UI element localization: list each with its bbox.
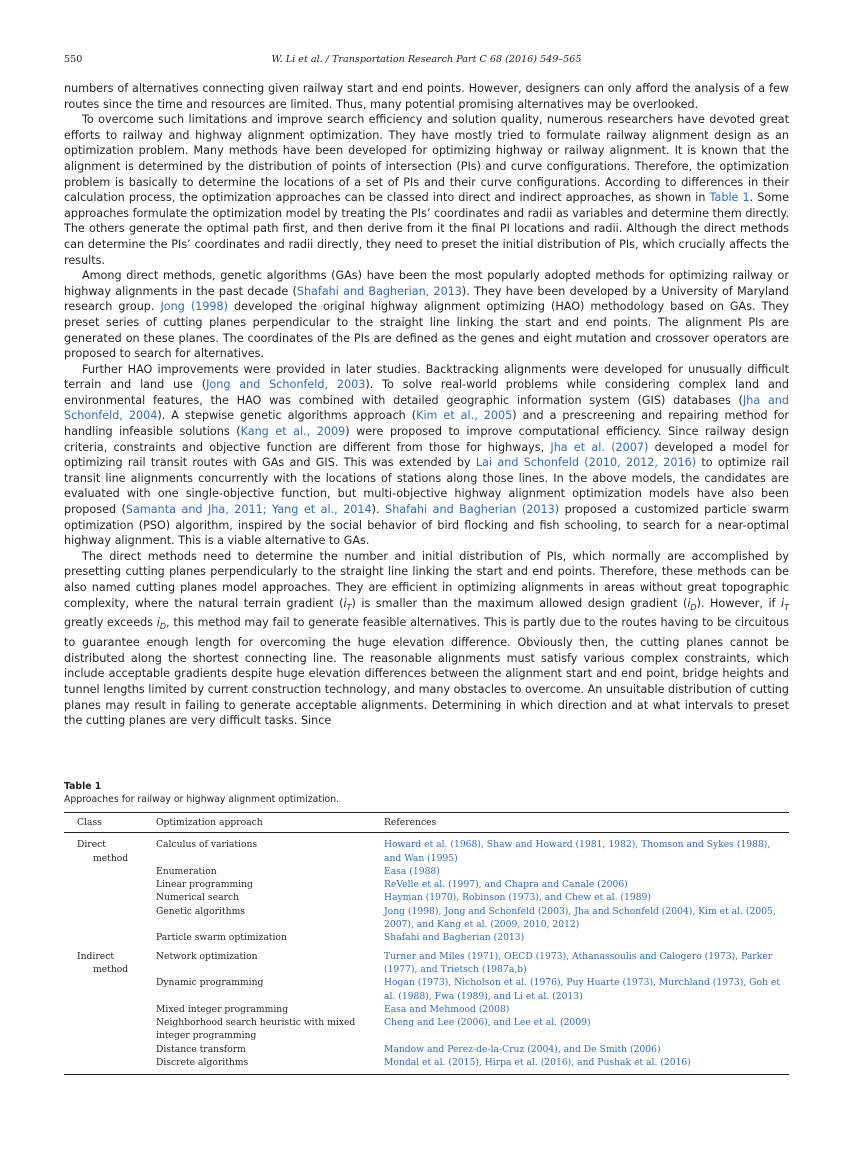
cell-references[interactable]: Shafahi and Bagherian (2013) xyxy=(384,932,525,944)
class-name: Indirect xyxy=(77,950,115,962)
cell-class xyxy=(64,1056,156,1075)
cell-class xyxy=(64,931,156,944)
text-run: The direct methods need to determine the number and initial distribution of PIs, which normally are accomplished by presetting cutting planes perpendicularly to the straight line linking the start and end points. Therefore, these methods can be also named cutting planes model approaches. They are efficient in optimizing alignments in areas without great topographic complexity, where the natural terrain gradient ( xyxy=(64,549,789,610)
table-row xyxy=(64,905,789,932)
table-row xyxy=(64,865,789,878)
text-run: ). To solve real-world problems while considering complex land and environmental features, the HAO was combined with detailed geographic information system (GIS) databases ( xyxy=(64,378,789,407)
text-run: proposed a customized particle swarm optimization (PSO) algorithm, inspired by the social behavior of bird flocking and fish schooling, to search for a near-optimal highway alignment. This is a viable alternative to GAs. xyxy=(64,503,789,548)
cell-references[interactable]: Easa (1988) xyxy=(384,865,440,877)
cell-approach: Mixed integer programming xyxy=(156,1003,289,1015)
subscript: T xyxy=(784,602,789,612)
table-row xyxy=(64,1016,789,1043)
cell-approach: Calculus of variations xyxy=(156,839,258,851)
subscript: D xyxy=(159,622,167,632)
cell-references[interactable]: Hayman (1970), Robinson (1973), and Chew et al. (1989) xyxy=(384,892,651,904)
approaches-table xyxy=(64,812,789,1075)
subscript: D xyxy=(690,602,697,612)
cell-approach: Numerical search xyxy=(156,892,240,904)
subscript: T xyxy=(346,602,352,612)
table-caption: Approaches for railway or highway alignment optimization. xyxy=(64,794,340,805)
text-run: to optimize rail transit line alignments concurrently with the locations of stations along those lines. In the above models, the candidates are evaluated with one single-objective function, but multi-objective highway alignment optimization models have also been proposed ( xyxy=(64,456,790,517)
table-label: Table 1 xyxy=(64,781,102,792)
cell-approach: Distance transform xyxy=(156,1043,246,1055)
header-approach: Optimization approach xyxy=(156,817,263,828)
cell-class xyxy=(64,1043,156,1056)
cell-class xyxy=(64,945,156,977)
table-row xyxy=(64,1056,789,1075)
cell-class xyxy=(64,891,156,904)
paragraph xyxy=(64,549,789,729)
citation-link[interactable]: Samanta and Jha, 2011; Yang et al., 2014 xyxy=(125,503,372,517)
citation-link[interactable]: Jong and Schonfeld, 2003 xyxy=(206,378,366,392)
text-run: ) is smaller than the maximum allowed design gradient ( xyxy=(351,596,688,610)
cell-class xyxy=(64,1003,156,1016)
table-row xyxy=(64,1003,789,1016)
table-row xyxy=(64,1043,789,1056)
citation-link[interactable]: Jong (1998) xyxy=(160,300,229,314)
text-run: greatly exceeds xyxy=(64,616,157,630)
table-row xyxy=(64,931,789,944)
paragraph xyxy=(64,362,789,549)
cell-class xyxy=(64,1016,156,1043)
cell-approach: Enumeration xyxy=(156,865,217,877)
cell-approach: Particle swarm optimization xyxy=(156,932,287,944)
table-row xyxy=(64,878,789,891)
class-name: Direct xyxy=(77,839,106,851)
cell-references[interactable]: Easa and Mehmood (2008) xyxy=(384,1003,510,1015)
cell-references[interactable]: Howard et al. (1968), Shaw and Howard (1981, 1982), Thomson and Sykes (1988), and Wan (1995) xyxy=(384,839,771,864)
text-run: . Some approaches formulate the optimization model by treating the PIs’ coordinates and radii as variables and determine them directly. The others generate the optimal path first, and then derive from it the final PI locations and radii. Although the direct methods can determine the PIs’ coordinates and radii directly, they need to preset the initial distribution of PIs, which crucially affects the results. xyxy=(64,191,789,267)
cell-approach: Network optimization xyxy=(156,950,258,962)
cell-references[interactable]: Mondal et al. (2015), Hirpa et al. (2016), and Pushak et al. (2016) xyxy=(384,1057,691,1069)
text-run: ). However, if xyxy=(696,596,781,610)
table-row xyxy=(64,833,789,865)
table-row xyxy=(64,891,789,904)
body-text xyxy=(64,81,789,729)
header-class: Class xyxy=(77,817,102,828)
citation-link[interactable]: Shafahi and Bagherian (2013) xyxy=(385,503,560,517)
text-run: numbers of alternatives connecting given railway start and end points. However, designers can only afford the analysis of a few routes since the time and resources are limited. Thus, many potential promising alternatives may be overlooked. xyxy=(64,82,789,111)
text-run: Among direct methods, genetic algorithms (GAs) have been the most popularly adopted methods for optimizing railway or highway alignments in the past decade ( xyxy=(64,269,789,298)
cell-references[interactable]: Hogan (1973), Nicholson et al. (1976), Puy Huarte (1973), Murchland (1973), Goh et al. (1988), Fwa (1989), and Li et al. (2013) xyxy=(384,977,781,1002)
table-header-row xyxy=(64,813,789,833)
text-run: developed the original highway alignment optimizing (HAO) methodology based on GAs. They preset series of cutting planes perpendicular to the straight line linking the start and end points. The alignment PIs are generated on these planes. The coordinates of the PIs are defined as the genes and eight mutation and crossover operators are proposed to search for alternatives. xyxy=(64,300,790,361)
cell-references[interactable]: Cheng and Lee (2006), and Lee et al. (2009) xyxy=(384,1017,591,1029)
cell-approach: Neighborhood search heuristic with mixed integer programming xyxy=(156,1017,356,1042)
math-var: i xyxy=(156,616,160,630)
citation-link[interactable]: Jha and Schonfeld, 2004 xyxy=(64,393,790,423)
table-row xyxy=(64,945,789,977)
paragraph xyxy=(64,112,789,268)
math-var: i xyxy=(780,596,785,610)
citation-link[interactable]: Table 1 xyxy=(709,191,750,205)
page-number: 550 xyxy=(64,54,83,65)
text-run: developed a model for optimizing rail transit routes with GAs and GIS. This was extended by xyxy=(64,440,789,470)
text-run: ). xyxy=(371,503,386,517)
text-run: , this method may fail to generate feasible alternatives. This is partly due to the routes having to be circuitous to guarantee enough length for overcoming the huge elevation difference. Obviously then, the cutting planes cannot be distributed along the shortest connecting line. The reasonable alignments must satisfy various complex constraints, which include acceptable gradients despite huge elevation differences between the alignment start and end point, bridge heights and tunnel lengths limited by current construction technology, and many obstacles to overcome. An unsuitable distribution of cutting planes may result in failing to generate acceptable alignments. Determining in which direction and at what intervals to preset the cutting planes are very difficult tasks. Since xyxy=(64,616,789,728)
cell-class xyxy=(64,976,156,1003)
table-1 xyxy=(64,780,789,1075)
cell-references[interactable]: Jong (1998), Jong and Schonfeld (2003), Jha and Schonfeld (2004), Kim et al. (2005, 2007), and Kang et al. (2009, 2010, 2012) xyxy=(384,905,776,931)
running-header xyxy=(64,54,789,68)
citation-link[interactable]: Shafahi and Bagherian, 2013 xyxy=(296,284,462,298)
cell-references[interactable]: Mandow and Perez-de-la-Cruz (2004), and De Smith (2006) xyxy=(384,1043,661,1055)
cell-approach: Dynamic programming xyxy=(156,977,264,989)
math-var: i xyxy=(343,596,347,610)
citation-link[interactable]: Kang et al., 2009 xyxy=(240,425,346,439)
text-run: Further HAO improvements were provided in later studies. Backtracking alignments were developed for unusually difficult terrain and land use ( xyxy=(64,362,789,392)
cell-references[interactable]: Turner and Miles (1971), OECD (1973), Athanassoulis and Calogero (1973), Parker (1977), and Trietsch (1987a,b) xyxy=(384,950,773,975)
header-references: References xyxy=(384,817,437,828)
text-run: ). They have been developed by a University of Maryland research group. xyxy=(64,284,789,314)
paragraph xyxy=(64,268,789,362)
cell-approach: Genetic algorithms xyxy=(156,905,246,917)
class-name-cont: method xyxy=(93,852,129,864)
citation-link[interactable]: Kim et al., 2005 xyxy=(416,409,513,423)
table-row xyxy=(64,976,789,1003)
cell-class xyxy=(64,878,156,891)
table-body xyxy=(64,833,789,1075)
citation-link[interactable]: Jha et al. (2007) xyxy=(550,440,649,454)
cell-approach: Linear programming xyxy=(156,879,253,891)
text-run: ) and a prescreening and repairing method for handling infeasible solutions ( xyxy=(64,409,790,439)
math-var: i xyxy=(687,596,691,610)
cell-references[interactable]: ReVelle et al. (1997), and Chapra and Canale (2006) xyxy=(384,879,628,891)
class-name-cont: method xyxy=(93,963,129,975)
cell-class xyxy=(64,865,156,878)
citation-link[interactable]: Lai and Schonfeld (2010, 2012, 2016) xyxy=(475,456,697,470)
cell-class xyxy=(64,905,156,932)
cell-class xyxy=(64,833,156,865)
paragraph xyxy=(64,81,789,112)
journal-citation: W. Li et al. / Transportation Research Part C 68 (2016) 549–565 xyxy=(271,54,582,65)
text-run: ) were proposed to improve computational efficiency. Since railway design criteria, constraints and objective function are different from those for highways, xyxy=(64,425,789,454)
text-run: ). A stepwise genetic algorithms approach ( xyxy=(157,409,417,423)
cell-approach: Discrete algorithms xyxy=(156,1057,249,1069)
text-run: To overcome such limitations and improve search efficiency and solution quality, numerous researchers have devoted great efforts to railway and highway alignment optimization. They have mostly tried to formulate railway alignment design as an optimization problem. Many methods have been developed for optimizing highway or railway alignment. It is known that the alignment is determined by the distribution of points of intersection (PIs) and curve configurations. Therefore, the optimization problem is basically to determine the locations of a set of PIs and their curve configurations. According to differences in their calculation process, the optimization approaches can be classed into direct and indirect approaches, as shown in xyxy=(64,113,789,205)
